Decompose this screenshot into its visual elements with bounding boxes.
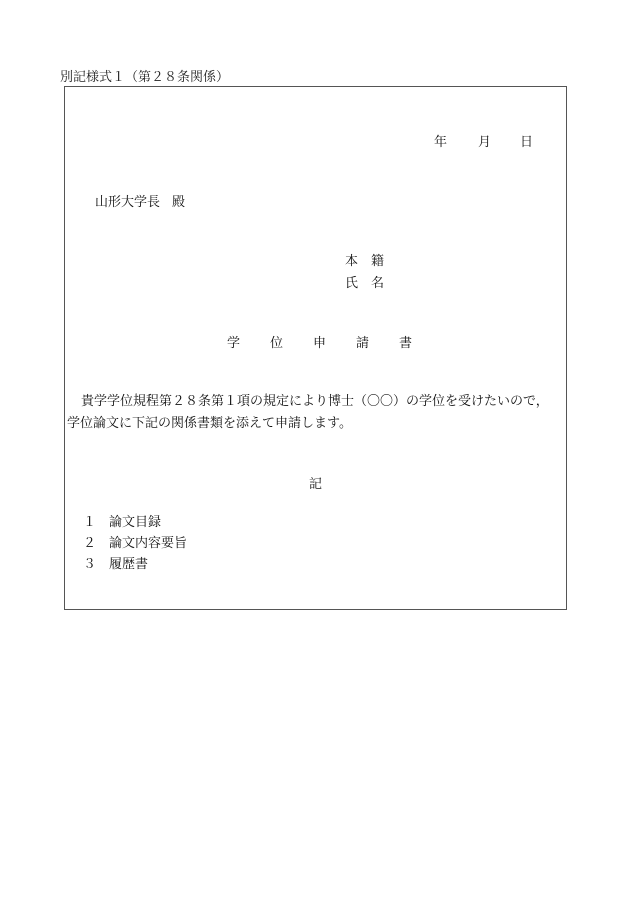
name-label: 氏 名 — [345, 276, 385, 291]
ki-heading — [65, 473, 566, 492]
addressee-honorific: 殿 — [172, 195, 186, 210]
list-item-number: １ — [83, 515, 97, 530]
ki-label: 記 — [308, 477, 322, 492]
list-item — [83, 554, 187, 575]
document-list — [83, 512, 187, 575]
applicant-block — [345, 251, 384, 295]
name-row — [345, 273, 384, 295]
list-item-label: 論文目録 — [109, 515, 162, 530]
list-item-number: ３ — [83, 557, 97, 572]
date-year-label: 年 — [434, 135, 448, 150]
addressee-name: 山形大学長 — [95, 195, 161, 210]
document-title: 学位申請書 — [227, 336, 443, 351]
date-line — [434, 131, 534, 150]
date-day-label: 日 — [520, 135, 534, 150]
addressee — [95, 191, 185, 210]
application-body-text: 貴学学位規程第２８条第１項の規定により博士（〇〇）の学位を受けたいので，学位論文に下記の関係書類を添えて申請します。 — [67, 394, 549, 431]
list-item-label: 履歴書 — [109, 557, 149, 572]
domicile-row — [345, 251, 384, 273]
list-item-label: 論文内容要旨 — [109, 536, 188, 551]
domicile-label: 本 籍 — [345, 254, 385, 269]
list-item — [83, 512, 187, 533]
form-caption: 別記様式１（第２８条関係） — [60, 70, 230, 85]
application-form-frame — [64, 86, 567, 610]
list-item-number: ２ — [83, 536, 97, 551]
date-month-label: 月 — [478, 135, 492, 150]
list-item — [83, 533, 187, 554]
